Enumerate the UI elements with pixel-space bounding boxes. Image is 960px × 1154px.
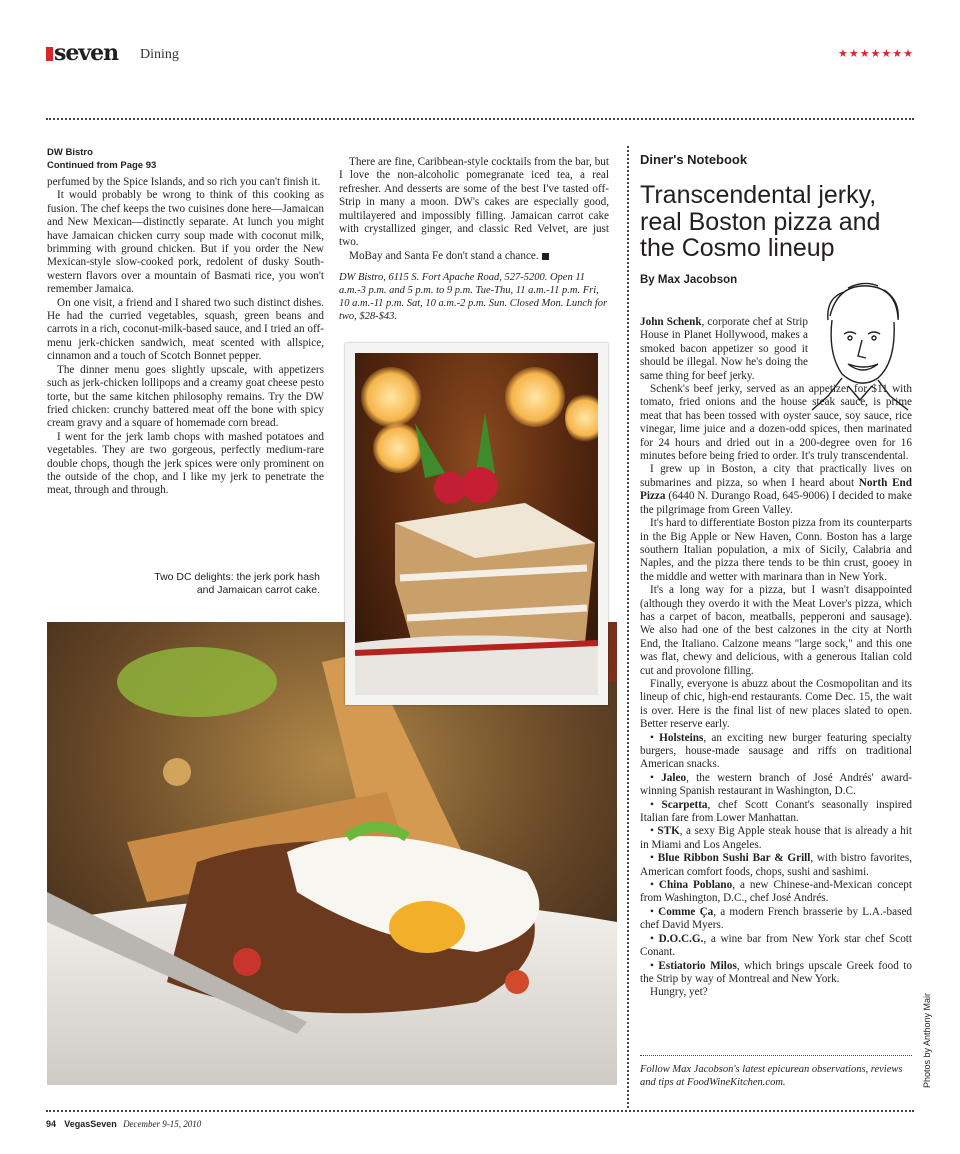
paragraph-text: , corporate chef at Strip House in Planet Hollywood, makes a smoked bacon appetizer so good it should be illegal. Now he's doing the same thing for beef jerky. — [640, 316, 809, 382]
column-label: Diner's Notebook — [640, 152, 748, 167]
list-item: • Jaleo, the western branch of José Andrés' award-winning Spanish restaurant in Washington, D.C. — [640, 771, 913, 798]
restaurant-name: STK — [657, 825, 680, 838]
restaurant-name: North End Pizza — [640, 476, 912, 503]
footer-divider — [46, 1110, 914, 1112]
section-name: Dining — [140, 47, 179, 62]
list-item-desc: , with bistro favorites, American comfort foods, chops, sushi and sashimi. — [640, 852, 913, 878]
paragraph-text: I grew up in Boston, a city that practically lives on submarines and pizza, so when I heard about — [640, 463, 912, 489]
issue-date: December 9-15, 2010 — [123, 1119, 202, 1129]
paragraph: There are fine, Caribbean-style cocktails from the bar, but I love the non-alcoholic pomegranate iced tea, a real refresher. And desserts are some of the best I've tasted off-Strip in many a moon. DW's cakes are especially good, multilayered and impossibly filling. Jamaican carrot cake with crystallized ginger, and classic Red Velvet, are just two. — [339, 156, 609, 249]
article-kicker: DW Bistro — [47, 147, 93, 158]
restaurant-name: Estiatorio Milos — [658, 959, 737, 972]
list-item: • Blue Ribbon Sushi Bar & Grill, with bistro favorites, American comfort foods, chops, sushi and sashimi. — [640, 852, 913, 878]
restaurant-info: DW Bistro, 6115 S. Fort Apache Road, 527-5200. Open 11 a.m.-3 p.m. and 5 p.m. to 9 p.m. Tue-Thu, 11 a.m.-11 p.m. Fri, 10 a.m.-11 p.m. Sat, 10 a.m.-2 p.m. Sun. Closed Mon. Lunch for two, $28-$43. — [339, 272, 608, 323]
paragraph: Hungry, yet? — [650, 986, 708, 999]
chef-name: John Schenk — [640, 316, 702, 328]
paragraph-text: MoBay and Santa Fe don't stand a chance. — [349, 249, 539, 262]
byline: By Max Jacobson — [640, 274, 738, 286]
restaurant-name: Comme Ça — [658, 905, 714, 918]
list-item-desc: , a modern French brasserie by L.A.-based chef David Myers. — [640, 905, 913, 932]
list-item: • Comme Ça, a modern French brasserie by L.A.-based chef David Myers. — [640, 905, 913, 932]
magazine-name: VegasSeven — [64, 1119, 117, 1129]
rating-stars: ★★★★★★★ — [837, 47, 914, 60]
column-divider — [627, 146, 629, 1108]
paragraph: It would probably be wrong to think of this cooking as fusion. The chef keeps the two cuisines done here—Jamaican and New Mexican—distinctly separate. At lunch you might have Jamaican chicken curry soup made with coconut milk, brimming with ground chicken. But if you order the New Mexican-style slow-cooked pork, redolent of dusky South-western flavors over a mountain of Basmati rice, you won't remember Jamaica. — [47, 189, 324, 296]
restaurant-name: Jaleo — [661, 771, 687, 784]
carrot-cake-photo — [355, 353, 598, 695]
follow-divider — [640, 1055, 912, 1056]
paragraph: I went for the jerk lamb chops with mashed potatoes and vegetables. They are two gorgeous, perfectly medium-rare double chops, though the jerk spices were only prominent on the outside of the chop, and I like my jerk to penetrate the meat, through and through. — [47, 430, 324, 497]
paragraph: It's hard to differentiate Boston pizza from its counterparts in the Big Apple or New Haven, Conn. Boston has a large southern Italian population, a mix of Sicily, Calabria and Naples, and the pizza there tends to be thin crust, gooey in the middle and wetter with marinara than in New York. — [640, 517, 912, 583]
paragraph — [640, 316, 912, 383]
restaurant-name: Scarpetta — [661, 798, 708, 811]
list-item: • Scarpetta, chef Scott Conant's seasonally inspired Italian fare from Lower Manhattan. — [640, 798, 912, 825]
left-column — [47, 146, 324, 498]
end-mark — [542, 253, 549, 260]
list-item-desc: , a new Chinese-and-Mexican concept from Washington, D.C., chef José Andrés. — [640, 879, 912, 905]
middle-column — [339, 156, 609, 323]
photo-caption — [100, 571, 320, 597]
restaurant-name: Blue Ribbon Sushi Bar & Grill — [657, 852, 811, 865]
carrot-cake-photo-frame — [345, 343, 608, 705]
paragraph — [339, 250, 609, 263]
paragraph: It's a long way for a pizza, but I wasn't disappointed (although they overdo it with the Meat Lover's pizza, which has a carpet of bacon, meatballs, pepperoni and sausage). We also had one of the best calzones in the city at North End, the Italiano. Calzone means "large sock," and this one was flat, chewy and delicious, with a generous Italian cold cut and provolone filling. — [640, 584, 912, 677]
page-header — [46, 40, 914, 68]
restaurant-name: China Poblano — [658, 879, 733, 892]
paragraph — [640, 463, 912, 517]
continued-from: Continued from Page 93 — [47, 160, 157, 171]
page-footer — [46, 1119, 201, 1129]
list-item-desc: , an exciting new burger featuring specialty burgers, house-made sausage and riffs on traditional American snacks. — [640, 731, 912, 771]
list-item: • Holsteins, an exciting new burger featuring specialty burgers, house-made sausage and riffs on traditional American snacks. — [640, 731, 912, 771]
paragraph: perfumed by the Spice Islands, and so rich you can't finish it. — [47, 176, 321, 188]
list-item: • China Poblano, a new Chinese-and-Mexican concept from Washington, D.C., chef José Andrés. — [640, 879, 912, 905]
paragraph-text: (6440 N. Durango Road, 645-9006) I decided to make the pilgrimage from Green Valley. — [640, 490, 912, 516]
photo-credit: Photos by Anthony Mair — [922, 992, 932, 1088]
page-number: 94 — [46, 1119, 57, 1129]
list-item-desc: , a sexy Big Apple steak house that is already a hit in Miami and Los Angeles. — [640, 825, 912, 851]
list-item-desc: , chef Scott Conant's seasonally inspired Italian fare from Lower Manhattan. — [640, 798, 912, 825]
restaurant-name: Holsteins — [659, 731, 704, 744]
logo-mark — [46, 47, 53, 61]
paragraph: Schenk's beef jerky, served as an appetizer for $11 with tomato, fried onions and the house steak sauce, is prime meat that has been tossed with oyster sauce, soy sauce, rice vinegar, lime juice and a dozen-odd spices, then marinated for 24 hours and dried out in a 200-degree oven for 16 minutes before being fried to order. It's truly transcendental. — [640, 383, 912, 463]
header-divider — [46, 118, 914, 120]
list-item: • Estiatorio Milos, which brings upscale Greek food to the Strip by way of Montreal and New York. — [640, 959, 912, 985]
list-item: • STK, a sexy Big Apple steak house that is already a hit in Miami and Los Angeles. — [640, 825, 912, 851]
paragraph: The dinner menu goes slightly upscale, with appetizers such as jerk-chicken lollipops and a creamy goat cheese pesto torte, but the same kitchen philosophy remains. Try the DW fried chicken: crunchy battered meat off the bone with spicy cream gravy and a square of homemade corn bread. — [47, 363, 324, 430]
restaurant-name: D.O.C.G. — [658, 932, 704, 945]
magazine-logo: seven — [54, 40, 119, 66]
paragraph: On one visit, a friend and I shared two such distinct dishes. He had the curried vegetables, squash, green beans and carrots in a rich, coconut-milk-based sauce, and I tried an off-menu jerk-chicken sandwich, meat scented with allspice, cinnamon and a touch of Scotch Bonnet pepper. — [47, 296, 324, 363]
caption-line: and Jamaican carrot cake. — [196, 584, 320, 596]
paragraph: Finally, everyone is abuzz about the Cosmopolitan and its lineup of chic, high-end restaurants. Come Dec. 15, the wait is over. Here is the final list of new places slated to open. Better reserve early. — [640, 677, 912, 731]
list-item-desc: , a wine bar from New York star chef Scott Conant. — [640, 932, 912, 959]
caption-line: Two DC delights: the jerk pork hash — [154, 571, 320, 583]
list-item-desc: , the western branch of José Andrés' award-winning Spanish restaurant in Washington, D.C. — [640, 771, 913, 798]
headline: Transcendental jerky, real Boston pizza and the Cosmo lineup — [640, 181, 881, 262]
right-column-body — [640, 316, 912, 1000]
list-item: • D.O.C.G., a wine bar from New York star chef Scott Conant. — [640, 932, 912, 959]
follow-note: Follow Max Jacobson's latest epicurean observations, reviews and tips at FoodWineKitchen.com. — [640, 1064, 903, 1088]
list-item-desc: , which brings upscale Greek food to the Strip by way of Montreal and New York. — [640, 959, 912, 985]
